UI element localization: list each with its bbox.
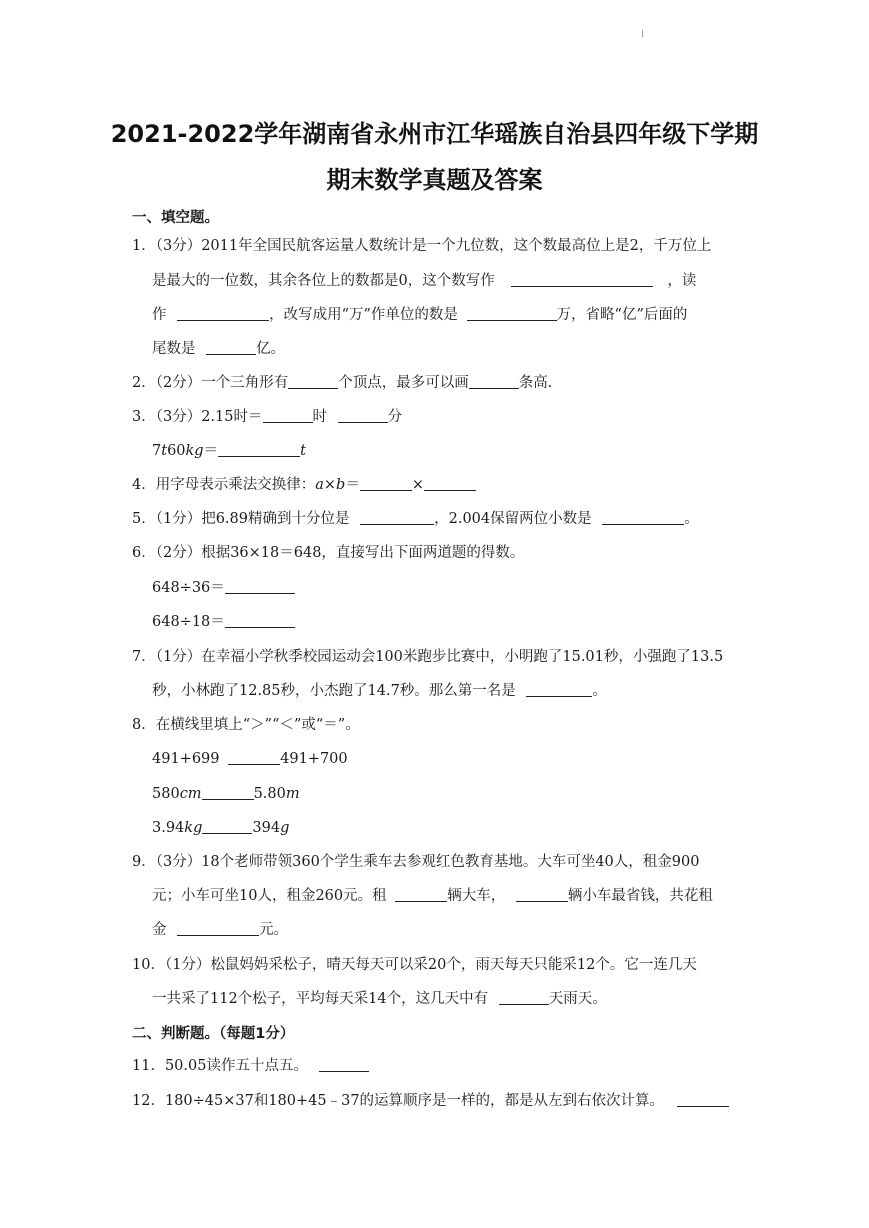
expression: 491+700	[280, 751, 348, 767]
question-7-line1: 7．（1分）在幸福小学秋季校园运动会100米跑步比赛中，小明跑了15.01秒，小强跑了13.5	[132, 649, 724, 665]
answer-blank[interactable]	[511, 272, 653, 287]
answer-blank[interactable]	[360, 476, 412, 491]
answer-blank[interactable]	[516, 887, 568, 902]
question-7-text-b: 秒，小林跑了12.85秒，小杰跑了14.7秒。那么第一名是	[152, 683, 516, 699]
unit: kg	[184, 820, 203, 836]
unit: m	[285, 786, 300, 802]
question-12-text: 12．180÷45×37和180+45﹣37的运算顺序是一样的，都是从左到右依次计算。	[132, 1093, 665, 1109]
question-4	[132, 475, 476, 495]
expression: 491+699	[152, 751, 220, 767]
answer-blank[interactable]	[202, 819, 252, 834]
question-1-text-f: 万，省略“亿”后面的	[556, 307, 688, 323]
unit: t	[161, 443, 168, 459]
equals-sign: ＝	[203, 443, 219, 459]
question-10-text-b: 一共采了112个松子，平均每天采14个，这几天中有	[152, 991, 489, 1007]
page-mark	[642, 30, 643, 37]
question-1-text-d: 作	[152, 307, 167, 323]
answer-blank[interactable]	[338, 408, 388, 423]
value: 5.80	[253, 786, 286, 802]
question-3-text-b: 时	[312, 409, 327, 425]
question-1-text-b: 是最大的一位数，其余各位上的数都是0，这个数写作	[152, 273, 495, 289]
question-11	[132, 1056, 369, 1076]
answer-blank[interactable]	[288, 374, 338, 389]
question-8-part-2	[152, 784, 300, 804]
answer-blank[interactable]	[469, 374, 519, 389]
answer-blank[interactable]	[263, 408, 313, 423]
answer-blank[interactable]	[202, 785, 254, 800]
value: 394	[252, 820, 281, 836]
answer-blank[interactable]	[225, 579, 295, 594]
question-9-text-c: 辆大车，	[447, 888, 506, 904]
question-12	[132, 1091, 729, 1111]
question-1-line2	[152, 271, 696, 291]
equals-sign: ＝	[345, 477, 360, 493]
answer-blank[interactable]	[677, 1092, 729, 1107]
answer-blank[interactable]	[395, 887, 447, 902]
question-6-part-2	[152, 612, 295, 632]
page-title-line1: 2021-2022学年湖南省永州市江华瑶族自治县四年级下学期	[110, 120, 759, 148]
answer-blank[interactable]	[228, 750, 280, 765]
question-1-text-e: ，改写成用“万”作单位的数是	[269, 307, 458, 323]
value: 580	[152, 786, 180, 802]
question-10-line1: 10．（1分）松鼠妈妈采松子，晴天每天可以采20个，雨天每天只能采12个。它一连几天	[132, 957, 697, 973]
variable: a	[315, 477, 324, 493]
question-1-text-c: ，读	[667, 273, 697, 289]
answer-blank[interactable]	[177, 921, 259, 936]
question-9-text-b: 元；小车可坐10人，租金260元。租	[152, 888, 387, 904]
value: 7	[152, 443, 162, 459]
question-9-text-f: 元。	[259, 922, 289, 938]
question-1-line4	[152, 339, 285, 359]
question-6: 6．（2分）根据36×18＝648，直接写出下面两道题的得数。	[132, 545, 525, 561]
value: 3.94	[152, 820, 185, 836]
question-9-text-d: 辆小车最省钱，共花租	[567, 888, 713, 904]
answer-blank[interactable]	[218, 442, 300, 457]
question-2-text-b: 个顶点，最多可以画	[338, 375, 469, 391]
question-2-text-c: 条高.	[518, 375, 553, 391]
question-5-text-c: 。	[684, 511, 699, 527]
question-5-text-b: ，2.004保留两位小数是	[434, 511, 592, 527]
value: 60	[167, 443, 186, 459]
question-8-part-1	[152, 749, 348, 769]
question-11-text: 11．50.05读作五十点五。	[132, 1058, 308, 1074]
question-2-text-a: 2．（2分）一个三角形有	[132, 375, 289, 391]
question-9-line1: 9．（3分）18个老师带领360个学生乘车去参观红色教育基地。大车可坐40人，租金900	[132, 854, 700, 870]
page-title-line2: 期末数学真题及答案	[326, 166, 543, 194]
expression: 648÷36＝	[152, 580, 225, 596]
section-heading-fill-blank: 一、填空题。	[132, 210, 219, 226]
question-8-part-3	[152, 818, 289, 838]
question-5	[132, 509, 699, 529]
question-2	[132, 373, 552, 393]
expression: 648÷18＝	[152, 614, 225, 630]
question-4-text-a: 4．用字母表示乘法交换律：	[132, 477, 316, 493]
times-sign: ×	[411, 477, 424, 493]
unit: kg	[185, 443, 204, 459]
question-10-text-c: 天雨天。	[548, 991, 607, 1007]
question-3-text-c: 分	[387, 409, 403, 425]
answer-blank[interactable]	[206, 340, 256, 355]
answer-blank[interactable]	[424, 476, 476, 491]
answer-blank[interactable]	[225, 613, 295, 628]
question-5-text-a: 5．（1分）把6.89精确到十分位是	[132, 511, 350, 527]
question-1-text-g: 尾数是	[152, 341, 196, 357]
answer-blank[interactable]	[177, 306, 269, 321]
answer-blank[interactable]	[360, 510, 434, 525]
question-3-text-a: 3．（3分）2.15时＝	[132, 409, 263, 425]
unit: t	[300, 443, 306, 459]
question-7-text-c: 。	[592, 683, 607, 699]
answer-blank[interactable]	[467, 306, 557, 321]
question-6-part-1	[152, 578, 295, 598]
answer-blank[interactable]	[602, 510, 684, 525]
unit: g	[280, 820, 290, 836]
answer-blank[interactable]	[499, 990, 549, 1005]
question-1-text-h: 亿。	[256, 341, 286, 357]
question-9-line2	[152, 886, 713, 906]
answer-blank[interactable]	[319, 1057, 369, 1072]
question-7-line2	[152, 681, 607, 701]
question-1-line3	[152, 305, 687, 325]
question-9-line3	[152, 920, 288, 940]
unit: cm	[179, 786, 202, 802]
section-heading-true-false: 二、判断题。（每题1分）	[132, 1026, 295, 1042]
question-8: 8．在横线里填上“＞”“＜”或“＝”。	[132, 717, 360, 733]
question-3-conversion	[152, 441, 306, 461]
times-sign: ×	[323, 477, 337, 493]
question-9-text-e: 金	[152, 922, 167, 938]
answer-blank[interactable]	[526, 682, 592, 697]
question-10-line2	[152, 989, 607, 1009]
variable: b	[336, 477, 346, 493]
question-3	[132, 407, 402, 427]
question-1-line1: 1．（3分）2011年全国民航客运量人数统计是一个九位数，这个数最高位上是2，千万位上	[132, 238, 712, 254]
